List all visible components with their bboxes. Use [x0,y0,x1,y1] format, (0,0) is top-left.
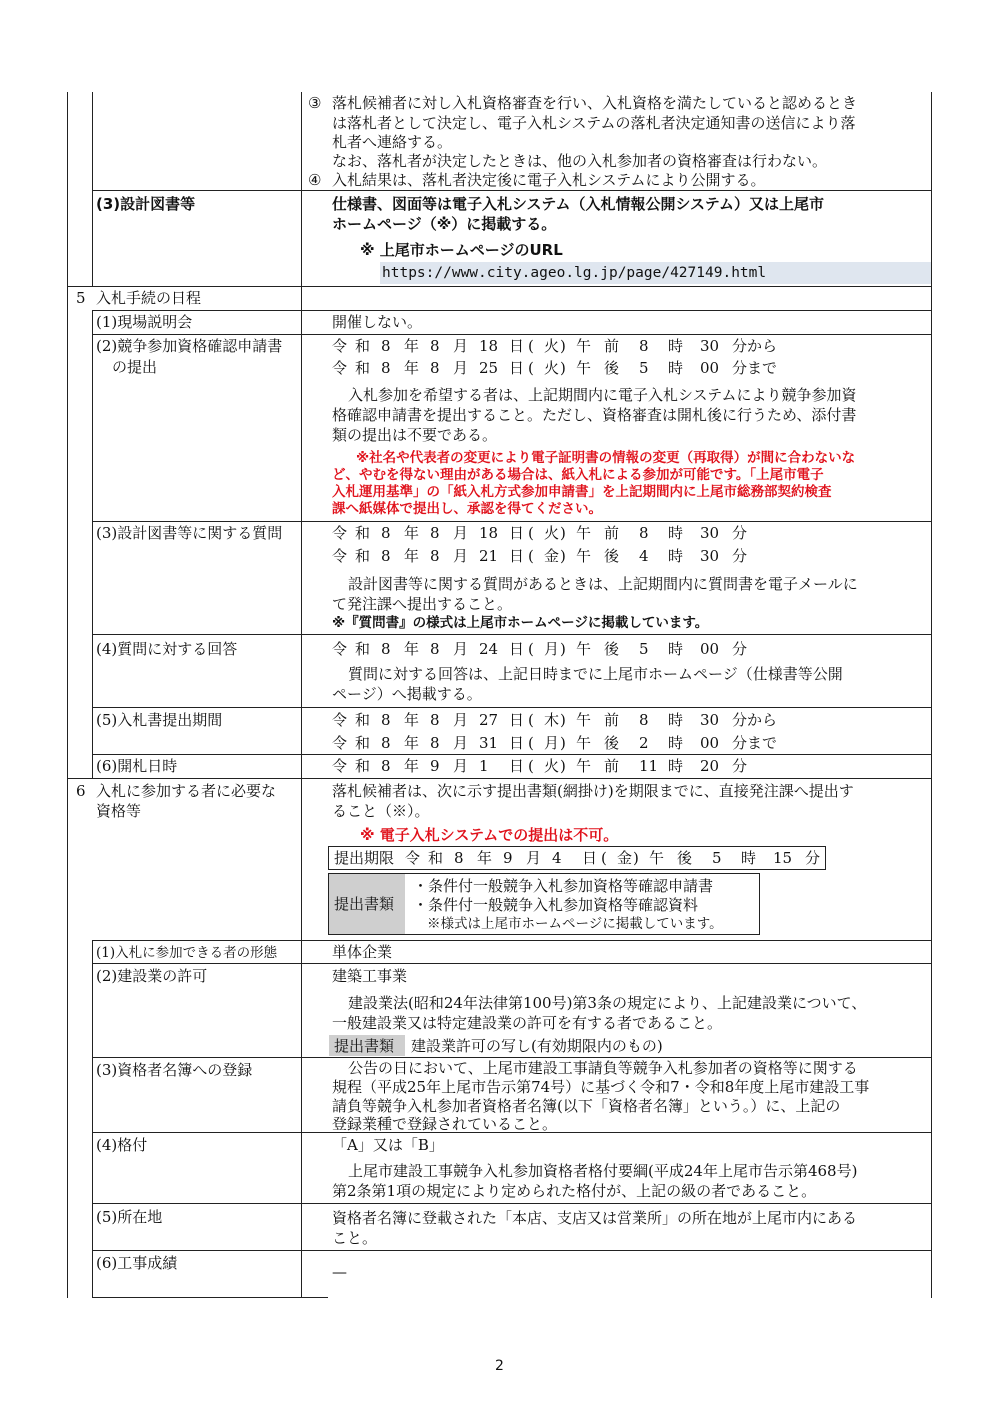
paper-bid-note-line1: ※社名や代表者の変更により電子証明書の情報の変更（再取得）が間に合わないな [356,450,856,466]
location-label: (5)所在地 [96,1208,163,1226]
bid-period-date-start-month: 8 [430,711,440,729]
questions-date-end-minute-unit: 分 [732,547,748,565]
questions-date-end-hour-unit: 時 [668,547,684,565]
application-date-start-era2: 和 [355,337,371,355]
item3-number: ③ [308,94,322,112]
deadline-date-day: 4 [552,849,562,867]
application-date-start-month: 8 [430,337,440,355]
questions-para-line1: 設計図書等に関する質問があるときは、上記期間内に質問書を電子メールに [348,575,858,593]
bid-period-date-start-day: 27 [479,711,499,729]
application-date-start-paren-close: ) [560,337,566,355]
questions-date-end-hour: 4 [639,547,649,565]
answers-date-era1: 令 [332,640,348,658]
section6-para-line2: ること（※）。 [332,802,430,820]
design-docs-line1: 仕様書、図面等は電子入札システム（入札情報公開システム）又は上尾市 [332,195,825,213]
questions-date-end-paren-close: ) [560,547,566,565]
deadline-date-hour-unit: 時 [741,849,757,867]
application-date-end-paren-open: ( [528,359,534,377]
section6-title-line1: 入札に参加する者に必要な [96,782,277,800]
bid-period-date-end-minute-unit: 分まで [732,734,778,752]
application-date-start-minute-unit: 分から [732,337,778,355]
deadline-date-month-unit: 月 [526,849,542,867]
questions-date-start-weekday: 火 [544,524,560,542]
deadline-date-year-unit: 年 [477,849,493,867]
questions-date-end-month-unit: 月 [453,547,469,565]
bid-period-date-end-paren-open: ( [528,734,534,752]
application-date-end-era2: 和 [355,359,371,377]
application-date-end-day-unit: 日 [509,359,525,377]
answers-date-minute: 00 [700,640,720,658]
answers-date-month: 8 [430,640,440,658]
bid-period-date-start-era2: 和 [355,711,371,729]
application-date-end-era1: 令 [332,359,348,377]
deadline-date-era2: 和 [428,849,444,867]
questions-date-start-year: 8 [381,524,391,542]
design-docs-line2: ホームページ（※）に掲載する。 [332,215,557,233]
design-docs-label: (3)設計図書等 [96,195,196,213]
questions-date-start-paren-close: ) [560,524,566,542]
bid-period-date-end-paren-close: ) [560,734,566,752]
docs-label: 提出書類 [334,895,395,913]
bid-period-date-end-month-unit: 月 [453,734,469,752]
location-line2: こと。 [332,1229,378,1247]
questions-date-start-day: 18 [479,524,499,542]
bid-period-date-end-hour: 2 [639,734,649,752]
application-label-line2: の提出 [112,358,158,376]
entity-form-label: (1)入札に参加できる者の形態 [96,945,278,961]
deadline-date-paren-open: ( [601,849,607,867]
registry-label: (3)資格者名簿への登録 [96,1061,253,1079]
item4-line1: 入札結果は、落札者決定後に電子入札システムにより公開する。 [332,171,766,189]
section5-title: 入札手続の日程 [96,289,202,307]
application-date-start-year: 8 [381,337,391,355]
bid-period-date-start-ampm-2: 前 [604,711,620,729]
performance-label: (6)工事成績 [96,1254,178,1272]
deadline-date-ampm-2: 後 [677,849,693,867]
license-docs-label: 提出書類 [334,1037,395,1055]
questions-date-end-day: 21 [479,547,499,565]
questions-date-end-year-unit: 年 [404,547,420,565]
questions-date-end-ampm-1: 午 [576,547,592,565]
bid-period-date-end-month: 8 [430,734,440,752]
answers-date-year-unit: 年 [404,640,420,658]
site-briefing-label: (1)現場説明会 [96,313,193,331]
questions-date-end-era2: 和 [355,547,371,565]
opening-date-minute-unit: 分 [732,757,748,775]
application-date-start-day-unit: 日 [509,337,525,355]
application-date-end-ampm-1: 午 [576,359,592,377]
questions-date-start-ampm-2: 前 [604,524,620,542]
bid-period-date-start-minute-unit: 分から [732,711,778,729]
section5-number: 5 [76,289,86,307]
bid-period-date-end-ampm-1: 午 [576,734,592,752]
answers-date-minute-unit: 分 [732,640,748,658]
bid-period-date-start-day-unit: 日 [509,711,525,729]
answers-date-paren-close: ) [560,640,566,658]
license-docs-value: 建設業許可の写し(有効期限内のもの) [411,1037,663,1055]
application-date-end-weekday: 火 [544,359,560,377]
application-date-end-minute-unit: 分まで [732,359,778,377]
deadline-date-minute: 15 [773,849,793,867]
url-label: ※ 上尾市ホームページのURL [360,241,563,259]
bid-period-date-end-ampm-2: 後 [604,734,620,752]
application-date-start-hour-unit: 時 [668,337,684,355]
registry-line3: 請負等競争入札参加者資格者名簿(以下「資格者名簿」という。）に、上記の [332,1097,841,1115]
questions-date-start-ampm-1: 午 [576,524,592,542]
opening-date-month-unit: 月 [453,757,469,775]
item3-line2: は落札者として決定し、電子入札システムの落札者決定通知書の送信により落 [332,114,856,132]
questions-date-end-month: 8 [430,547,440,565]
registry-line1: 公告の日において、上尾市建設工事請負等競争入札参加者の資格等に関する [348,1059,858,1077]
opening-date-era1: 令 [332,757,348,775]
opening-date-day: 1 [479,757,489,775]
bid-period-date-start-hour: 8 [639,711,649,729]
rating-para-line1: 上尾市建設工事競争入札参加資格者格付要綱(平成24年上尾市告示第468号) [348,1162,858,1180]
application-date-end-day: 25 [479,359,499,377]
paper-bid-note-line4: 課へ紙媒体で提出し、承認を得てください。 [332,501,602,517]
bid-period-date-end-era1: 令 [332,734,348,752]
opening-date-weekday: 火 [544,757,560,775]
answers-date-hour-unit: 時 [668,640,684,658]
bid-period-date-start-month-unit: 月 [453,711,469,729]
questions-para-line2: て発注課へ提出すること。 [332,595,513,613]
application-date-start-ampm-2: 前 [604,337,620,355]
application-date-start-ampm-1: 午 [576,337,592,355]
rating-label: (4)格付 [96,1136,148,1154]
application-para-line1: 入札参加を希望する者は、上記期間内に電子入札システムにより競争参加資 [348,386,857,404]
application-date-end-ampm-2: 後 [604,359,620,377]
docs-item2: ・条件付一般競争入札参加資格等確認資料 [413,896,699,914]
application-date-end-hour: 5 [639,359,649,377]
location-line1: 資格者名簿に登載された「本店、支店又は営業所」の所在地が上尾市内にある [332,1209,858,1227]
answers-date-year: 8 [381,640,391,658]
deadline-date-era1: 令 [405,849,421,867]
paper-bid-note-line2: ど、やむを得ない理由がある場合は、紙入札による参加が可能です。「上尾市電子 [332,467,824,483]
answers-date-paren-open: ( [528,640,534,658]
bid-period-date-end-year: 8 [381,734,391,752]
page-number: 2 [495,1358,504,1374]
application-date-start-hour: 8 [639,337,649,355]
deadline-date-ampm-1: 午 [649,849,665,867]
application-date-end-paren-close: ) [560,359,566,377]
entity-form-value: 単体企業 [332,943,393,961]
application-date-start-era1: 令 [332,337,348,355]
rating-para-line2: 第2条第1項の規定により定められた格付が、上記の級の者であること。 [332,1182,817,1200]
opening-date-year-unit: 年 [404,757,420,775]
bid-period-date-start-paren-close: ) [560,711,566,729]
application-date-start-weekday: 火 [544,337,560,355]
application-date-end-hour-unit: 時 [668,359,684,377]
questions-date-start-minute-unit: 分 [732,524,748,542]
bid-period-date-start-ampm-1: 午 [576,711,592,729]
questions-date-end-year: 8 [381,547,391,565]
opening-date-paren-close: ) [560,757,566,775]
application-date-start-paren-open: ( [528,337,534,355]
opening-date-ampm-1: 午 [576,757,592,775]
no-electronic-submission-note: ※ 電子入札システムでの提出は不可。 [360,826,619,844]
application-date-end-minute: 00 [700,359,720,377]
application-date-end-month-unit: 月 [453,359,469,377]
questions-date-end-paren-open: ( [528,547,534,565]
application-para-line3: 類の提出は不要である。 [332,426,498,444]
questions-date-start-paren-open: ( [528,524,534,542]
paper-bid-note-line3: 入札運用基準」の「紙入札方式参加申請書」を上記期間内に上尾市総務部契約検査 [332,484,832,500]
opening-date-day-unit: 日 [509,757,525,775]
application-date-start-month-unit: 月 [453,337,469,355]
license-value: 建築工事業 [332,967,408,985]
opening-date-paren-open: ( [528,757,534,775]
bid-period-date-start-weekday: 木 [544,711,560,729]
deadline-date-hour: 5 [712,849,722,867]
item3-line1: 落札候補者に対し入札資格審査を行い、入札資格を満たしていると認めるとき [332,94,858,112]
application-date-end-year: 8 [381,359,391,377]
bid-period-date-start-paren-open: ( [528,711,534,729]
application-date-end-month: 8 [430,359,440,377]
answers-date-ampm-2: 後 [604,640,620,658]
questions-date-start-month: 8 [430,524,440,542]
section6-title-line2: 資格等 [96,802,142,820]
application-label-line1: (2)競争参加資格確認申請書 [96,337,283,355]
opening-date-hour-unit: 時 [668,757,684,775]
bid-period-date-end-minute: 00 [700,734,720,752]
questions-date-start-month-unit: 月 [453,524,469,542]
deadline-date-paren-close: ) [633,849,639,867]
questions-date-start-era1: 令 [332,524,348,542]
bid-period-date-end-weekday: 月 [544,734,560,752]
opening-label: (6)開札日時 [96,757,178,775]
questions-form-note: ※『質問書』の様式は上尾市ホームページに掲載しています。 [332,615,709,631]
questions-date-end-weekday: 金 [544,547,560,565]
answers-para-line2: ページ）へ掲載する。 [332,685,482,703]
questions-date-start-hour: 8 [639,524,649,542]
item4-number: ④ [308,171,322,189]
answers-date-hour: 5 [639,640,649,658]
questions-date-start-day-unit: 日 [509,524,525,542]
license-label: (2)建設業の許可 [96,967,208,985]
bid-period-label: (5)入札書提出期間 [96,711,223,729]
opening-date-minute: 20 [700,757,720,775]
section6-para-line1: 落札候補者は、次に示す提出書類(網掛け)を期限までに、直接発注課へ提出す [332,782,854,800]
opening-date-hour: 11 [639,757,659,775]
application-date-end-year-unit: 年 [404,359,420,377]
registry-line4: 登録業種で登録されていること。 [332,1115,558,1133]
opening-date-ampm-2: 前 [604,757,620,775]
answers-date-ampm-1: 午 [576,640,592,658]
bid-period-date-start-era1: 令 [332,711,348,729]
deadline-date-month: 9 [503,849,513,867]
bid-period-date-end-day: 31 [479,734,499,752]
questions-date-end-day-unit: 日 [509,547,525,565]
questions-date-end-era1: 令 [332,547,348,565]
bid-period-date-end-day-unit: 日 [509,734,525,752]
license-para-line2: 一般建設業又は特定建設業の許可を有する者であること。 [332,1014,723,1032]
application-date-start-day: 18 [479,337,499,355]
item3-line3: 札者へ連絡する。 [332,133,453,151]
performance-value: — [332,1263,347,1281]
bid-period-date-start-year-unit: 年 [404,711,420,729]
section6-number: 6 [76,782,86,800]
rating-value: 「A」又は「B」 [332,1136,444,1154]
docs-note: ※様式は上尾市ホームページに掲載しています。 [427,916,723,932]
questions-date-start-hour-unit: 時 [668,524,684,542]
homepage-url-link[interactable]: https://www.city.ageo.lg.jp/page/427149.html [382,265,767,281]
bid-period-date-start-minute: 30 [700,711,720,729]
answers-date-era2: 和 [355,640,371,658]
bid-period-date-end-hour-unit: 時 [668,734,684,752]
questions-date-end-ampm-2: 後 [604,547,620,565]
license-para-line1: 建設業法(昭和24年法律第100号)第3条の規定により、上記建設業について、 [348,994,867,1012]
site-briefing-value: 開催しない。 [332,313,423,331]
opening-date-year: 8 [381,757,391,775]
answers-date-weekday: 月 [544,640,560,658]
opening-date-month: 9 [430,757,440,775]
bid-period-date-end-era2: 和 [355,734,371,752]
questions-date-start-minute: 30 [700,524,720,542]
bid-period-date-start-year: 8 [381,711,391,729]
answers-label: (4)質問に対する回答 [96,640,238,658]
answers-date-month-unit: 月 [453,640,469,658]
questions-date-start-era2: 和 [355,524,371,542]
questions-date-start-year-unit: 年 [404,524,420,542]
questions-label: (3)設計図書等に関する質問 [96,524,283,542]
questions-date-end-minute: 30 [700,547,720,565]
answers-para-line1: 質問に対する回答は、上記日時までに上尾市ホームページ（仕様書等公開 [348,665,843,683]
answers-date-day-unit: 日 [509,640,525,658]
docs-item1: ・条件付一般競争入札参加資格等確認申請書 [413,877,714,895]
opening-date-era2: 和 [355,757,371,775]
answers-date-day: 24 [479,640,499,658]
item3-line4: なお、落札者が決定したときは、他の入札参加者の資格審査は行わない。 [332,152,828,170]
application-date-start-year-unit: 年 [404,337,420,355]
deadline-date-weekday: 金 [617,849,633,867]
application-para-line2: 格確認申請書を提出すること。ただし、資格審査は開札後に行うため、添付書 [332,406,857,424]
deadline-label: 提出期限 [334,849,395,867]
deadline-date-year: 8 [454,849,464,867]
bid-period-date-start-hour-unit: 時 [668,711,684,729]
deadline-date-day-unit: 日 [582,849,598,867]
application-date-start-minute: 30 [700,337,720,355]
deadline-date-minute-unit: 分 [805,849,821,867]
bid-period-date-end-year-unit: 年 [404,734,420,752]
registry-line2: 規程（平成25年上尾市告示第74号）に基づく令和7・令和8年度上尾市建設工事 [332,1078,870,1096]
